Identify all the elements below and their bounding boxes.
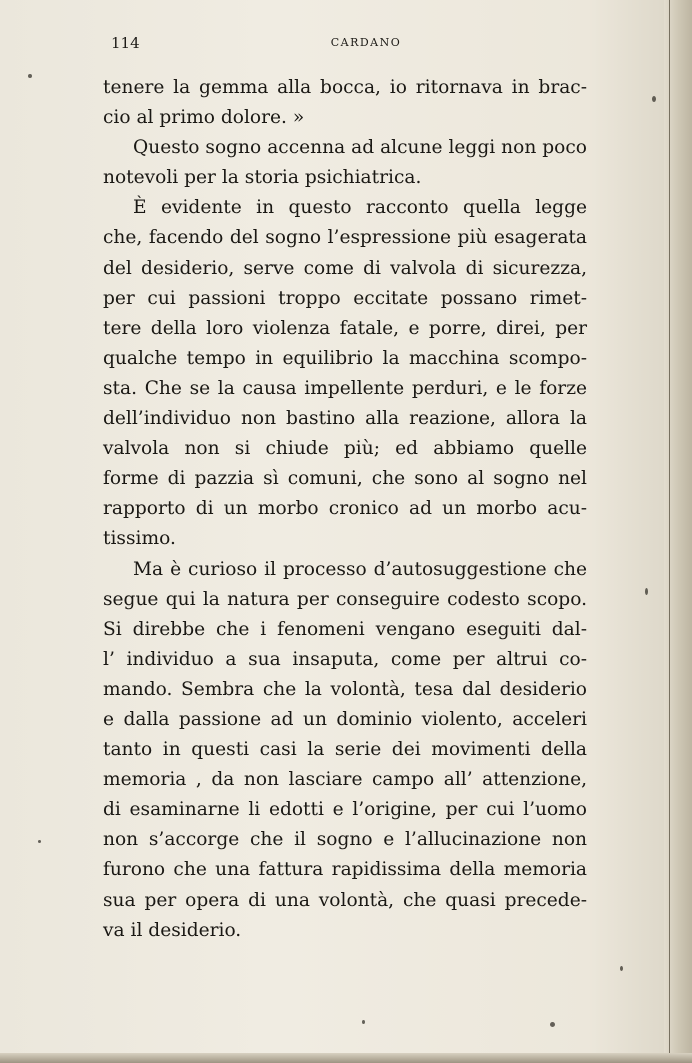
text-line: forme di pazzia sì comuni, che sono al sogno nel [103,468,587,490]
text-line: per cui passioni troppo eccitate possano rimet- [103,287,587,309]
page-gutter-line [669,0,670,1063]
text-line: cio al primo dolore. » [103,107,305,129]
text-line: furono che una fattura rapidissima della memoria [103,859,587,881]
paper-speck [652,96,656,102]
text-line: l’ individuo a sua insaputa, come per altrui co- [103,648,587,670]
text-line: valvola non si chiude più; ed abbiamo quelle [103,438,587,460]
text-line: mando. Sembra che la volontà, tesa dal desiderio [103,678,587,700]
text-line: rapporto di un morbo cronico ad un morbo acu- [103,498,587,520]
text-line: segue qui la natura per conseguire codesto scopo. [103,588,587,610]
text-line: Si direbbe che i fenomeni vengano eseguiti dal- [103,618,587,640]
page-number: 114 [111,34,140,52]
text-line: qualche tempo in equilibrio la macchina scompo- [103,347,587,369]
text-line: sta. Che se la causa impellente perduri, e le forze [103,377,587,399]
text-line: memoria , da non lasciare campo all’ attenzione, [103,769,587,791]
paper-speck [28,74,32,78]
text-line: va il desiderio. [103,919,242,941]
text-line: del desiderio, serve come di valvola di sicurezza, [103,257,587,279]
page-header [103,34,593,56]
running-head: CARDANO [330,36,402,49]
paper-speck [550,1022,555,1027]
paper-speck [362,1020,365,1024]
text-line: Questo sogno accenna ad alcune leggi non poco [133,137,587,159]
text-line: tanto in questi casi la serie dei movimenti della [103,739,587,761]
text-line: di esaminarne li edotti e l’origine, per cui l’uomo [103,799,587,821]
text-line: È evidente in questo racconto quella legge [133,197,587,219]
text-line: dell’individuo non bastino alla reazione, allora la [103,408,587,430]
text-line: sua per opera di una volontà, che quasi precede- [103,889,587,911]
text-line: tenere la gemma alla bocca, io ritornava in brac- [103,77,587,98]
text-line: che, facendo del sogno l’espressione più esagerata [103,227,587,249]
paper-speck [645,588,648,595]
text-line: Ma è curioso il processo d’autosuggestione che [133,558,587,580]
text-line: notevoli per la storia psichiatrica. [103,167,422,189]
text-line: e dalla passione ad un dominio violento, acceleri [103,708,587,730]
page-bottom-edge [0,1053,692,1063]
paper-speck [620,966,623,971]
text-line: non s’accorge che il sogno e l’allucinazione non [103,829,587,851]
text-line: tissimo. [103,528,176,550]
body-text [103,73,587,946]
text-line: tere della loro violenza fatale, e porre, direi, per [103,317,587,339]
paper-speck [38,840,41,843]
